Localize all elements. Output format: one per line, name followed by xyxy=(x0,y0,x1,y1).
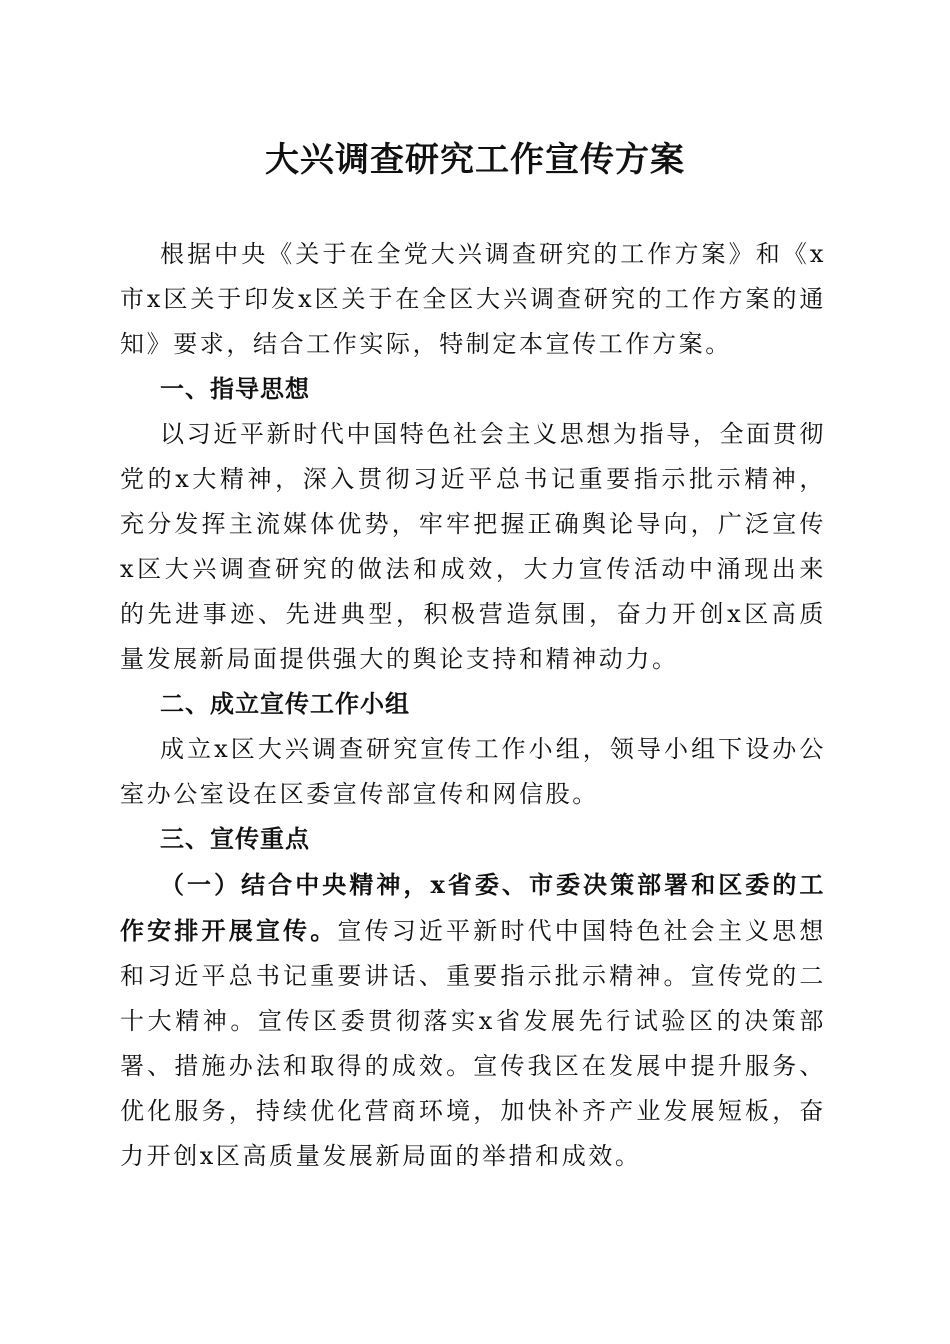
document-body xyxy=(120,232,826,1179)
section-heading-working-group: 二、成立宣传工作小组 xyxy=(160,690,410,718)
intro-paragraph: 根据中央《关于在全党大兴调查研究的工作方案》和《x市x区关于印发x区关于在全区大兴调查研究的工作方案的通知》要求，结合工作实际，特制定本宣传工作方案。 xyxy=(120,240,826,358)
section-paragraph-publicity-focus xyxy=(120,862,826,1179)
section-heading-guiding-ideology: 一、指导思想 xyxy=(160,375,310,403)
section-heading-publicity-focus: 三、宣传重点 xyxy=(160,825,310,853)
section-paragraph-guiding-ideology: 以习近平新时代中国特色社会主义思想为指导，全面贯彻党的x大精神，深入贯彻习近平总书记重要指示批示精神，充分发挥主流媒体优势，牢牢把握正确舆论导向，广泛宣传x区大兴调查研究的做法和成效，大力宣传活动中涌现出来的先进事迹、先进典型，积极营造氛围，奋力开创x区高质量发展新局面提供强大的舆论支持和精神动力。 xyxy=(120,420,826,673)
subsection-body: 宣传习近平新时代中国特色社会主义思想和习近平总书记重要讲话、重要指示批示精神。宣传党的二十大精神。宣传区委贯彻落实x省发展先行试验区的决策部署、措施办法和取得的成效。宣传我区在发展中提升服务、优化服务，持续优化营商环境，加快补齐产业发展短板，奋力开创x区高质量发展新局面的举措和成效。 xyxy=(120,917,826,1170)
section-paragraph-working-group: 成立x区大兴调查研究宣传工作小组，领导小组下设办公室办公室设在区委宣传部宣传和网信股。 xyxy=(120,735,826,808)
document-title: 大兴调查研究工作宣传方案 xyxy=(265,140,685,180)
subsection-lead: （一）结合中央精神，x省委、市委决策部署和区委的工作安排开展宣传。 xyxy=(120,870,826,945)
